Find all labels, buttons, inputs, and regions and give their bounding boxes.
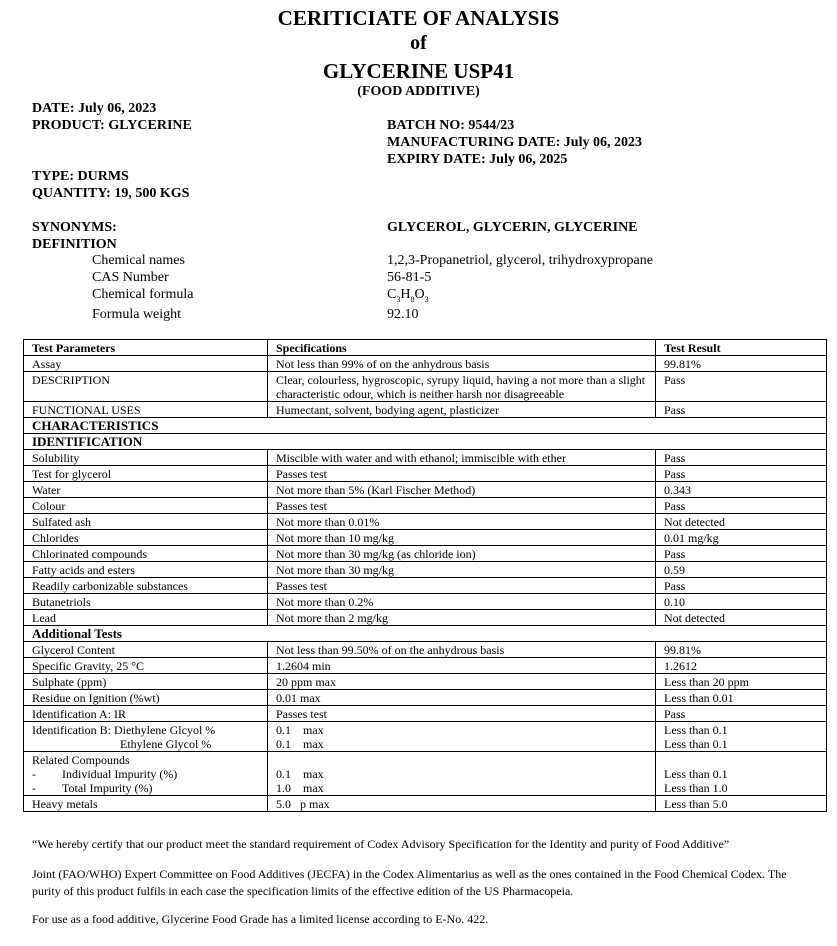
table-row [24, 450, 827, 466]
result-cell: 0.10 [656, 594, 827, 610]
spec-cell: Humectant, solvent, bodying agent, plasticizer [268, 402, 656, 418]
param-cell: Heavy metals [24, 796, 268, 812]
param-cell: Sulfated ash [24, 514, 268, 530]
date-field: DATE: July 06, 2023 [32, 101, 157, 116]
param-cell: Identification B: Diethylene Glcyol % Ethylene Glycol % [24, 722, 268, 752]
table-row-heavy-metals [24, 796, 827, 812]
chemical-formula-value: $C_3H_8O_3$ [387, 287, 429, 304]
definition-label: DEFINITION [32, 237, 117, 252]
identification-rows [24, 450, 827, 626]
table-row [24, 482, 827, 498]
spec-cell: 20 ppm max [268, 674, 656, 690]
section-heading: IDENTIFICATION [24, 434, 827, 450]
table-row [24, 658, 827, 674]
result-cell: Pass [656, 706, 827, 722]
result-cell: 0.01 mg/kg [656, 530, 827, 546]
section-characteristics [24, 418, 827, 434]
spec-cell: Passes test [268, 466, 656, 482]
result-cell: Less than 0.1 Less than 1.0 [656, 752, 827, 796]
chemical-names-label: Chemical names [92, 253, 185, 268]
param-cell: Readily carbonizable substances [24, 578, 268, 594]
section-heading: Additional Tests [24, 626, 827, 642]
result-cell: 0.343 [656, 482, 827, 498]
spec-cell: Not more than 0.2% [268, 594, 656, 610]
chemical-formula-label: Chemical formula [92, 287, 194, 302]
spec-cell: Clear, colourless, hygroscopic, syrupy liquid, having a not more than a slight characteristic odour, which is neither harsh nor disagreeable [268, 372, 656, 402]
spec-cell: Not more than 5% (Karl Fischer Method) [268, 482, 656, 498]
param-cell: Specific Gravity, 25 °C [24, 658, 268, 674]
table-row [24, 642, 827, 658]
param-cell: Colour [24, 498, 268, 514]
param-cell: Related Compounds - Individual Impurity (%) - Total Impurity (%) [24, 752, 268, 796]
header-specifications: Specifications [268, 340, 656, 356]
table-row [24, 578, 827, 594]
param-cell: Glycerol Content [24, 642, 268, 658]
result-cell: Less than 0.01 [656, 690, 827, 706]
table-row-functional-uses [24, 402, 827, 418]
table-row [24, 546, 827, 562]
result-cell: Not detected [656, 514, 827, 530]
cas-number-label: CAS Number [92, 270, 169, 285]
result-cell: Pass [656, 372, 827, 402]
spec-cell: Not more than 10 mg/kg [268, 530, 656, 546]
table-row [24, 530, 827, 546]
param-cell: Sulphate (ppm) [24, 674, 268, 690]
param-cell: Water [24, 482, 268, 498]
spec-cell: Not more than 30 mg/kg [268, 562, 656, 578]
cas-number-value: 56-81-5 [387, 270, 432, 285]
table-row [24, 610, 827, 626]
result-cell: Pass [656, 578, 827, 594]
spec-cell: 1.2604 min [268, 658, 656, 674]
param-cell: Chlorides [24, 530, 268, 546]
table-row [24, 690, 827, 706]
table-row [24, 674, 827, 690]
param-cell: DESCRIPTION [24, 372, 268, 402]
header-test-parameters: Test Parameters [24, 340, 268, 356]
spec-cell: Not less than 99.50% of on the anhydrous basis [268, 642, 656, 658]
spec-cell: Passes test [268, 578, 656, 594]
document-product-title: GLYCERINE USP41 [322, 59, 515, 83]
param-cell: Butanetriols [24, 594, 268, 610]
param-cell: FUNCTIONAL USES [24, 402, 268, 418]
param-cell: Fatty acids and esters [24, 562, 268, 578]
result-cell: Pass [656, 402, 827, 418]
param-cell: Identification A: IR [24, 706, 268, 722]
table-row [24, 706, 827, 722]
manufacturing-date-field: MANUFACTURING DATE: July 06, 2023 [387, 135, 642, 150]
document-title: CERITICIATE OF ANALYSIS [277, 6, 560, 30]
result-cell: Less than 20 ppm [656, 674, 827, 690]
result-cell: 0.59 [656, 562, 827, 578]
result-cell: Pass [656, 466, 827, 482]
result-cell: Pass [656, 498, 827, 514]
type-field: TYPE: DURMS [32, 169, 129, 184]
section-additional-tests [24, 626, 827, 642]
table-row-identification-b [24, 722, 827, 752]
synonyms-value: GLYCEROL, GLYCERIN, GLYCERINE [387, 220, 638, 235]
param-cell: Residue on Ignition (%wt) [24, 690, 268, 706]
chemical-names-value: 1,2,3-Propanetriol, glycerol, trihydroxypropane [387, 253, 653, 268]
param-cell: Chlorinated compounds [24, 546, 268, 562]
section-heading: CHARACTERISTICS [24, 418, 827, 434]
param-cell: Lead [24, 610, 268, 626]
document-title-of: of [410, 32, 427, 54]
spec-cell: Not more than 30 mg/kg (as chloride ion) [268, 546, 656, 562]
specification-table [23, 339, 827, 812]
certification-statement: “We hereby certify that our product meet the standard requirement of Codex Advisory Specification for the Identity and purity of Food Additive” [32, 837, 730, 851]
table-row-assay [24, 356, 827, 372]
synonyms-label: SYNONYMS: [32, 220, 117, 235]
formula-weight-value: 92.10 [387, 307, 419, 322]
spec-cell: Miscible with water and with ethanol; immiscible with ether [268, 450, 656, 466]
table-header-row [24, 340, 827, 356]
document-subtitle: (FOOD ADDITIVE) [357, 84, 480, 99]
param-cell: Test for glycerol [24, 466, 268, 482]
table-row-description [24, 372, 827, 402]
result-cell: Pass [656, 546, 827, 562]
result-cell: Pass [656, 450, 827, 466]
table-row [24, 562, 827, 578]
header-test-result: Test Result [656, 340, 827, 356]
spec-cell: Passes test [268, 706, 656, 722]
spec-cell: Not less than 99% of on the anhydrous basis [268, 356, 656, 372]
result-cell: 99.81% [656, 642, 827, 658]
spec-cell: Not more than 0.01% [268, 514, 656, 530]
result-cell: Less than 5.0 [656, 796, 827, 812]
quantity-field: QUANTITY: 19, 500 KGS [32, 186, 190, 201]
formula-weight-label: Formula weight [92, 307, 182, 322]
param-cell: Assay [24, 356, 268, 372]
additional-rows [24, 642, 827, 722]
result-cell: Less than 0.1 Less than 0.1 [656, 722, 827, 752]
spec-cell: 0.01 max [268, 690, 656, 706]
param-cell: Solubility [24, 450, 268, 466]
spec-cell: 0.1 max 1.0 max [268, 752, 656, 796]
spec-cell: Passes test [268, 498, 656, 514]
table-row [24, 498, 827, 514]
section-identification [24, 434, 827, 450]
table-row [24, 514, 827, 530]
table-row-related-compounds [24, 752, 827, 796]
result-cell: 99.81% [656, 356, 827, 372]
product-field: PRODUCT: GLYCERINE [32, 118, 192, 133]
spec-cell: Not more than 2 mg/kg [268, 610, 656, 626]
batch-field: BATCH NO: 9544/23 [387, 118, 515, 133]
license-note: For use as a food additive, Glycerine Food Grade has a limited license according to E-No. 422. [32, 912, 489, 926]
table-row [24, 466, 827, 482]
expiry-date-field: EXPIRY DATE: July 06, 2025 [387, 152, 568, 167]
result-cell: Not detected [656, 610, 827, 626]
spec-cell: 5.0 p max [268, 796, 656, 812]
spec-cell: 0.1 max 0.1 max [268, 722, 656, 752]
result-cell: 1.2612 [656, 658, 827, 674]
jecfa-paragraph: Joint (FAO/WHO) Expert Committee on Food Additives (JECFA) in the Codex Alimentarius as well as the ones contained in the Food Chemical Codex. The purity of this product fulfils in each case the specification limits of the effective edition of the US Pharmacopeia. [32, 867, 787, 898]
table-row [24, 594, 827, 610]
